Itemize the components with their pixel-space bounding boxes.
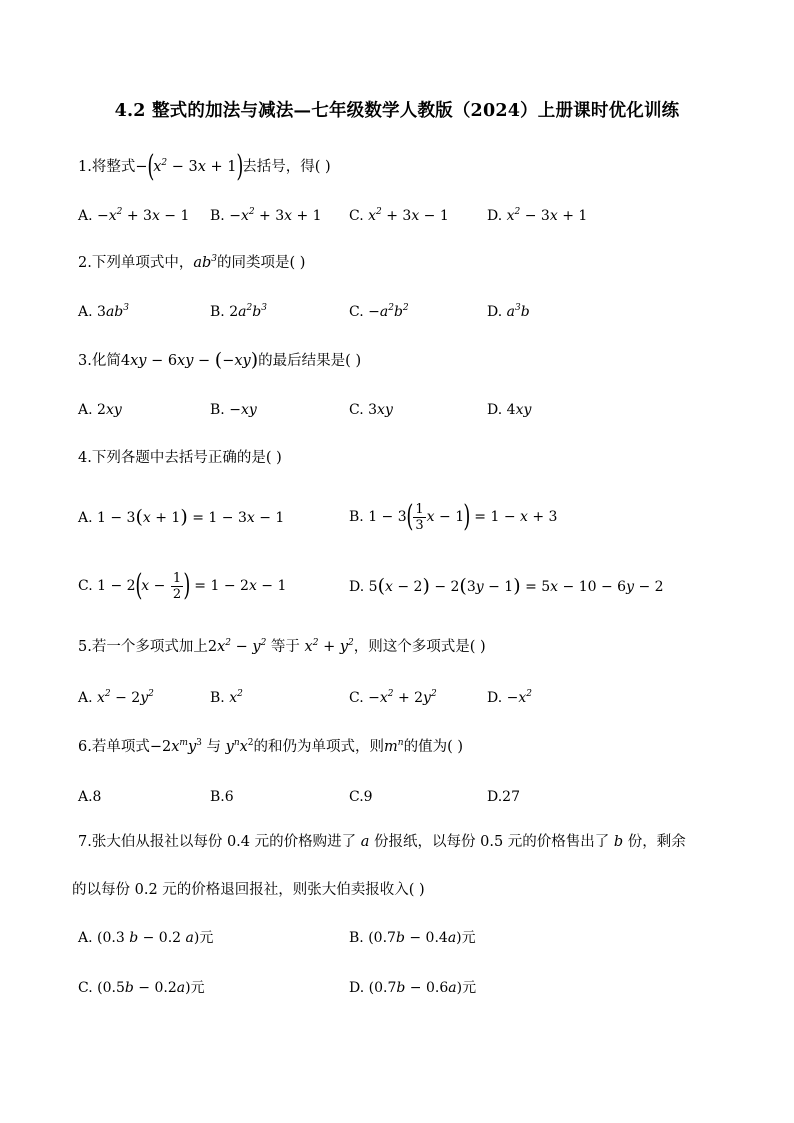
question-7: 7.张大伯从报社以每份 0.4 元的价格购进了 a 份报纸，以每份 0.5 元的价格售出了 b 份，剩余	[78, 834, 686, 850]
question-4: 4.下列各题中去括号正确的是( )	[78, 450, 282, 466]
option-c[interactable]: C.9	[349, 789, 373, 805]
option-c[interactable]: C. $x^2 + 3x - 1$	[349, 207, 449, 224]
question-5: 5.若一个多项式加上$2x^2 - y^2$ 等于 $x^2 + y^2$，则这个多项式是( )	[78, 638, 486, 655]
option-a[interactable]: A. $-x^2 + 3x - 1$	[78, 207, 190, 224]
math-expression: $y^nx^2$	[225, 738, 254, 755]
option-b[interactable]: B. $2a^2b^3$	[210, 303, 267, 320]
option-d[interactable]: D.27	[487, 789, 520, 805]
math-expression: $2x^2 - y^2$	[207, 638, 267, 655]
question-3: 3.化简4xy − 6xy − (−xy)的最后结果是( )	[78, 349, 362, 371]
option-a[interactable]: A. $x^2 - 2y^2$	[78, 689, 154, 706]
math-expression: $m^n$	[384, 738, 404, 755]
option-c[interactable]: C. (0.5b − 0.2a)元	[78, 980, 205, 996]
option-d[interactable]: D. (0.7b − 0.6a)元	[349, 980, 477, 996]
question-2: 2.下列单项式中，$ab^3$的同类项是( )	[78, 254, 306, 271]
option-a[interactable]: A. 1 − 3(x + 1) = 1 − 3x − 1	[78, 506, 285, 528]
option-b[interactable]: B. 1 − 3( $\frac{1}{3}$ x − 1) = 1 − x + 3	[349, 499, 558, 534]
option-d[interactable]: D. $a^3b$	[487, 303, 530, 320]
math-expression: $-2x^my^3$	[149, 738, 202, 755]
option-a[interactable]: A. (0.3 b − 0.2 a)元	[78, 930, 214, 946]
option-b[interactable]: B. −xy	[210, 402, 257, 418]
option-b[interactable]: B. $-x^2 + 3x + 1$	[210, 207, 322, 224]
option-d[interactable]: D. 5(x − 2) − 2(3y − 1) = 5x − 10 − 6y − 2	[349, 575, 664, 597]
option-c[interactable]: C. $-a^2b^2$	[349, 303, 409, 320]
question-1: 1.将整式$-(x^2 - 3x + 1)$去括号，得( )	[78, 149, 331, 184]
option-c[interactable]: C. $-x^2 + 2y^2$	[349, 689, 437, 706]
option-d[interactable]: D. $-x^2$	[487, 689, 533, 706]
question-7-continued: 的以每份 0.2 元的价格退回报社，则张大伯卖报收入( )	[72, 882, 425, 898]
option-c[interactable]: C. 3xy	[349, 402, 393, 418]
math-expression: $x^2 + y^2$	[304, 638, 354, 655]
math-expression: $ab^3$	[193, 254, 218, 271]
question-6: 6.若单项式$-2x^my^3$ 与 $y^nx^2$的和仍为单项式，则$m^n$的值为( )	[78, 738, 464, 755]
page-title: 4.2 整式的加法与减法—七年级数学人教版（2024）上册课时优化训练	[114, 101, 680, 121]
variable-a: a	[360, 834, 370, 850]
option-b[interactable]: B. (0.7b − 0.4a)元	[349, 930, 476, 946]
question-text: 去括号，得(	[242, 159, 321, 175]
option-a[interactable]: A. $3ab^3$	[78, 303, 129, 320]
option-a[interactable]: A.8	[78, 789, 102, 805]
option-b[interactable]: B. $x^2$	[210, 689, 243, 706]
math-expression: 4xy − 6xy − (−xy)	[120, 349, 259, 371]
option-d[interactable]: D. $x^2 - 3x + 1$	[487, 207, 588, 224]
option-c[interactable]: C. 1 − 2(x − $\frac{1}{2}$ ) = 1 − 2x − 1	[78, 568, 287, 603]
math-expression: $-(x^2 - 3x + 1)$	[135, 149, 243, 184]
question-text: 1.将整式	[78, 159, 136, 175]
option-a[interactable]: A. 2xy	[78, 402, 122, 418]
option-d[interactable]: D. 4xy	[487, 402, 532, 418]
variable-b: b	[613, 834, 624, 850]
option-b[interactable]: B.6	[210, 789, 234, 805]
